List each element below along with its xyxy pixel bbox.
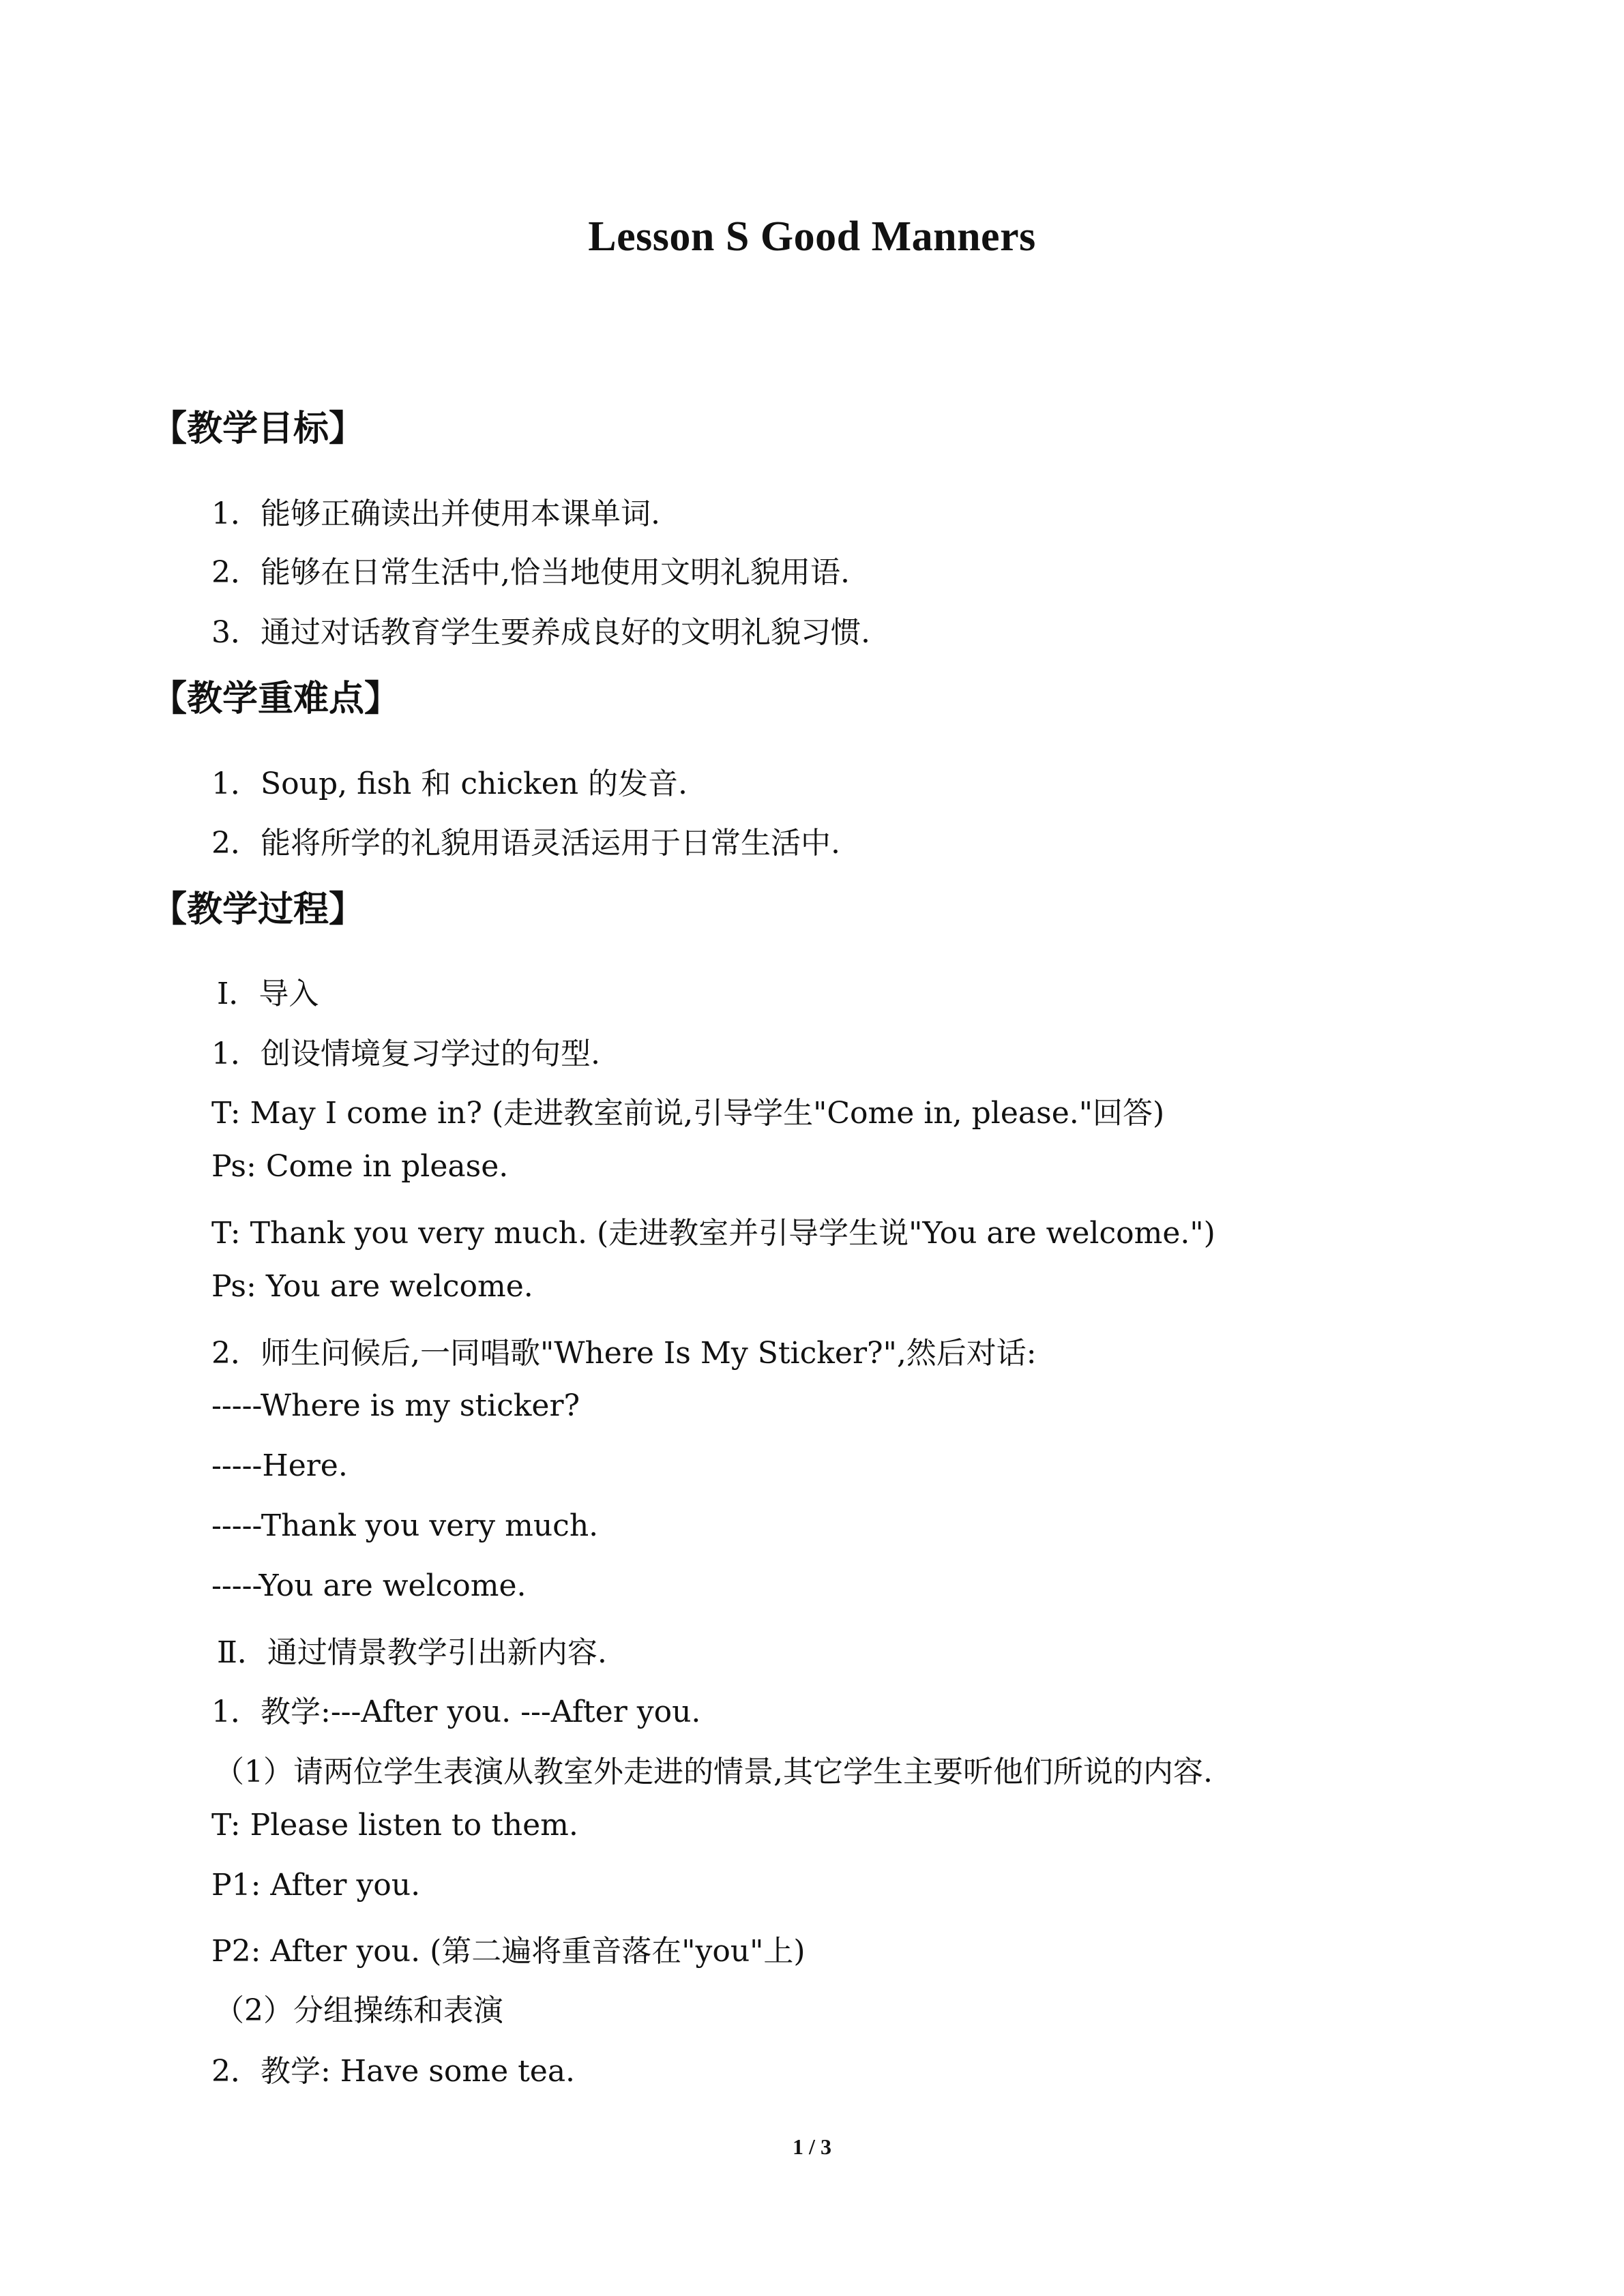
objective-item: 1．能够正确读出并使用本课单词. [211, 496, 660, 531]
key-point-item: 1．Soup, fish 和 chicken 的发音. [211, 766, 688, 801]
process-line: （1）请两位学生表演从教室外走进的情景,其它学生主要听他们所说的内容. [214, 1755, 1213, 1789]
process-line: T: Thank you very much. (走进教室并引导学生说"You are welcome.") [211, 1216, 1215, 1251]
process-line: 1．教学:---After you. ---After you. [211, 1695, 701, 1729]
process-line: Ⅰ．导入 [217, 976, 319, 1011]
process-line: -----Where is my sticker? [211, 1388, 580, 1423]
document-title: Lesson S Good Manners [588, 213, 1036, 260]
process-line: Ps: Come in please. [211, 1149, 509, 1184]
process-line: -----Here. [211, 1448, 348, 1483]
objective-item: 2．能够在日常生活中,恰当地使用文明礼貌用语. [211, 555, 850, 590]
process-line: P1: After you. [211, 1868, 421, 1903]
process-line: 1．创设情境复习学过的句型. [211, 1037, 600, 1071]
heading-objectives: 【教学目标】 [151, 408, 365, 449]
process-line: T: May I come in? (走进教室前说,引导学生"Come in, please."回答) [211, 1096, 1165, 1131]
process-line: P2: After you. (第二遍将重音落在"you"上) [211, 1934, 806, 1969]
process-line: Ps: You are welcome. [211, 1269, 533, 1304]
key-point-item: 2．能将所学的礼貌用语灵活运用于日常生活中. [211, 826, 840, 861]
process-line: 2．教学: Have some tea. [211, 2054, 576, 2089]
process-line: 2．师生问候后,一同唱歌"Where Is My Sticker?",然后对话: [211, 1336, 1037, 1371]
process-line: -----You are welcome. [211, 1568, 527, 1603]
process-line: -----Thank you very much. [211, 1508, 599, 1543]
process-line: T: Please listen to them. [211, 1808, 578, 1843]
objective-item: 3．通过对话教育学生要养成良好的文明礼貌习惯. [211, 615, 870, 650]
heading-key-points: 【教学重难点】 [151, 678, 400, 719]
process-line: Ⅱ．通过情景教学引出新内容. [217, 1635, 607, 1670]
process-line: （2）分组操练和表演 [214, 1993, 503, 2028]
page-number: 1 / 3 [793, 2134, 831, 2159]
heading-process: 【教学过程】 [151, 889, 365, 930]
